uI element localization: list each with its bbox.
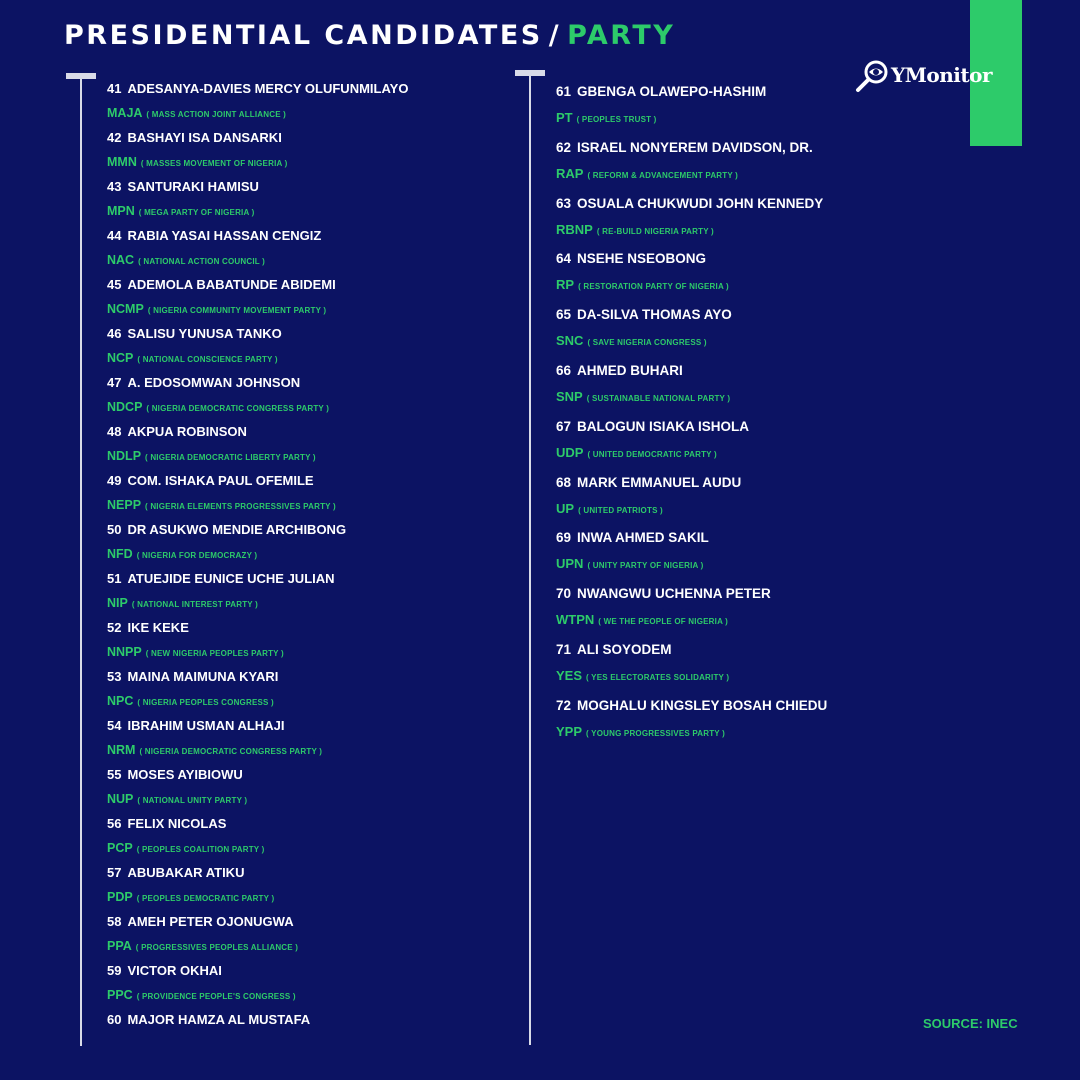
party-abbreviation: PCP — [107, 841, 133, 855]
candidate-name-line — [107, 913, 408, 931]
candidate-entry — [107, 178, 408, 227]
party-full-name: ( SAVE NIGERIA CONGRESS ) — [587, 338, 707, 348]
candidate-name-line — [107, 815, 408, 833]
left-column-line — [80, 73, 82, 1046]
party-full-name: ( PEOPLES COALITION PARTY ) — [136, 845, 265, 854]
candidate-name-line — [107, 668, 408, 686]
party-line — [556, 556, 827, 574]
party-line — [107, 399, 408, 417]
candidate-entry — [107, 864, 408, 913]
right-candidate-list — [556, 82, 827, 752]
party-line — [107, 497, 408, 515]
candidate-number: 62 — [556, 139, 572, 155]
candidate-name-line — [556, 417, 827, 437]
candidate-number: 69 — [556, 530, 572, 546]
party-abbreviation: PPA — [107, 939, 132, 953]
candidate-entry — [556, 696, 827, 752]
candidate-entry — [556, 528, 827, 584]
candidate-entry — [107, 472, 408, 521]
candidate-number: 58 — [107, 914, 122, 929]
candidate-number: 59 — [107, 963, 122, 978]
party-full-name: ( MASSES MOVEMENT OF NIGERIA ) — [140, 159, 288, 168]
party-abbreviation: SNC — [556, 333, 584, 349]
party-full-name: ( NIGERIA FOR DEMOCRAZY ) — [136, 551, 258, 560]
party-full-name: ( MEGA PARTY OF NIGERIA ) — [138, 208, 255, 217]
candidate-name-line — [556, 528, 827, 548]
party-full-name: ( NIGERIA DEMOCRATIC CONGRESS PARTY ) — [139, 747, 323, 756]
party-abbreviation: UDP — [556, 444, 584, 460]
candidate-entry — [556, 417, 827, 473]
candidate-entry — [556, 640, 827, 696]
candidate-entry — [107, 129, 408, 178]
party-line — [107, 791, 408, 809]
party-abbreviation: NEPP — [107, 498, 142, 512]
party-line — [107, 644, 408, 662]
candidate-number: 72 — [556, 697, 572, 713]
candidate-name-line — [107, 521, 408, 539]
candidate-name: MOSES AYIBIOWU — [127, 767, 243, 782]
party-full-name: ( UNITY PARTY OF NIGERIA ) — [587, 561, 704, 571]
candidate-name: IKE KEKE — [127, 620, 189, 635]
party-line — [107, 889, 408, 907]
candidate-entry — [556, 584, 827, 640]
candidate-name-line — [556, 640, 827, 660]
candidate-entry — [107, 276, 408, 325]
candidate-number: 42 — [107, 130, 122, 145]
party-full-name: ( NATIONAL UNITY PARTY ) — [137, 796, 248, 805]
candidate-number: 52 — [107, 620, 122, 635]
left-candidate-list — [107, 80, 408, 1060]
party-line — [556, 277, 827, 295]
candidate-name: ISRAEL NONYEREM DAVIDSON, DR. — [577, 139, 813, 155]
party-full-name: ( REFORM & ADVANCEMENT PARTY ) — [587, 170, 739, 180]
party-full-name: ( PEOPLES TRUST ) — [576, 115, 657, 124]
candidate-number: 49 — [107, 473, 122, 488]
candidate-entry — [107, 227, 408, 276]
candidate-number: 63 — [556, 195, 572, 211]
candidate-name-line — [107, 717, 408, 735]
party-line — [556, 333, 827, 351]
party-full-name: ( NIGERIA DEMOCRATIC CONGRESS PARTY ) — [146, 404, 330, 413]
party-full-name: ( UNITED DEMOCRATIC PARTY ) — [587, 449, 717, 459]
candidate-entry — [107, 325, 408, 374]
candidate-entry — [556, 82, 827, 138]
candidate-name: GBENGA OLAWEPO-HASHIM — [577, 84, 767, 99]
party-full-name: ( NEW NIGERIA PEOPLES PARTY ) — [145, 649, 284, 658]
party-abbreviation: NRM — [107, 743, 136, 757]
party-line — [107, 987, 408, 1005]
candidate-number: 55 — [107, 767, 122, 782]
candidate-entry — [107, 619, 408, 668]
candidate-entry — [107, 374, 408, 423]
candidate-entry — [107, 668, 408, 717]
right-column-line — [529, 70, 531, 1045]
party-full-name: ( RESTORATION PARTY OF NIGERIA ) — [578, 282, 729, 292]
party-abbreviation: SNP — [556, 388, 583, 404]
candidate-number: 46 — [107, 326, 122, 341]
candidate-number: 70 — [556, 586, 572, 602]
candidate-name: ABUBAKAR ATIKU — [127, 865, 245, 880]
party-abbreviation: NCP — [107, 351, 134, 365]
candidate-number: 50 — [107, 522, 122, 537]
candidate-number: 57 — [107, 865, 122, 880]
party-line — [107, 105, 408, 123]
candidate-name: DA-SILVA THOMAS AYO — [577, 307, 732, 323]
logo-text: YMonitor — [891, 63, 993, 87]
party-abbreviation: NDCP — [107, 400, 143, 414]
party-line — [556, 445, 827, 463]
party-line — [107, 301, 408, 319]
candidate-name: AMEH PETER OJONUGWA — [127, 914, 294, 929]
party-abbreviation: WTPN — [556, 612, 595, 628]
party-full-name: ( RE-BUILD NIGERIA PARTY ) — [596, 226, 714, 236]
magnifier-eye-icon — [855, 57, 893, 93]
candidate-name: MAINA MAIMUNA KYARI — [127, 669, 279, 684]
candidate-number: 71 — [556, 641, 572, 657]
candidate-name-line — [107, 227, 408, 245]
party-abbreviation: YPP — [556, 723, 583, 739]
candidate-name: AHMED BUHARI — [577, 362, 683, 378]
candidate-name: MARK EMMANUEL AUDU — [577, 474, 742, 490]
party-abbreviation: RBNP — [556, 221, 593, 237]
candidate-name: SANTURAKI HAMISU — [127, 179, 259, 194]
candidate-name-line — [107, 766, 408, 784]
party-full-name: ( SUSTAINABLE NATIONAL PARTY ) — [586, 393, 731, 403]
candidate-name-line — [107, 570, 408, 588]
candidate-entry — [107, 521, 408, 570]
candidate-name-line — [107, 962, 408, 980]
candidate-name: BALOGUN ISIAKA ISHOLA — [577, 418, 750, 434]
party-line — [107, 448, 408, 466]
candidate-name-line — [107, 423, 408, 441]
party-abbreviation: RAP — [556, 165, 584, 181]
party-line — [107, 595, 408, 613]
party-full-name: ( NIGERIA PEOPLES CONGRESS ) — [137, 698, 274, 707]
party-full-name: ( NIGERIA COMMUNITY MOVEMENT PARTY ) — [147, 306, 327, 315]
candidate-number: 53 — [107, 669, 122, 684]
ymonitor-logo — [855, 57, 992, 93]
candidate-name: VICTOR OKHAI — [127, 963, 222, 978]
source-credit: SOURCE: INEC — [923, 1016, 1018, 1031]
candidate-number: 47 — [107, 375, 122, 390]
party-line — [107, 350, 408, 368]
party-full-name: ( UNITED PATRIOTS ) — [578, 505, 663, 515]
party-abbreviation: PT — [556, 110, 573, 125]
candidate-entry — [556, 361, 827, 417]
candidate-name: MAJOR HAMZA AL MUSTAFA — [127, 1012, 311, 1027]
candidate-name: FELIX NICOLAS — [127, 816, 227, 831]
candidate-name-line — [107, 325, 408, 343]
party-line — [107, 252, 408, 270]
candidate-entry — [107, 815, 408, 864]
candidate-name: MOGHALU KINGSLEY BOSAH CHIEDU — [577, 697, 828, 713]
candidate-name-line — [556, 82, 827, 102]
candidate-name: ATUEJIDE EUNICE UCHE JULIAN — [127, 571, 335, 586]
title-accent: PARTY — [567, 20, 676, 51]
candidate-name: DR ASUKWO MENDIE ARCHIBONG — [127, 522, 347, 537]
candidate-entry — [556, 138, 827, 194]
candidate-number: 60 — [107, 1012, 122, 1027]
candidate-number: 64 — [556, 251, 572, 267]
party-line — [107, 742, 408, 760]
party-line — [556, 501, 827, 519]
party-abbreviation: MPN — [107, 204, 135, 218]
candidate-name-line — [556, 138, 827, 158]
party-line — [107, 546, 408, 564]
party-abbreviation: NNPP — [107, 645, 142, 659]
candidate-name-line — [556, 249, 827, 269]
party-full-name: ( YES ELECTORATES SOLIDARITY ) — [586, 672, 730, 682]
candidate-number: 44 — [107, 228, 122, 243]
candidate-entry — [107, 913, 408, 962]
candidate-number: 43 — [107, 179, 122, 194]
party-full-name: ( PROGRESSIVES PEOPLES ALLIANCE ) — [135, 943, 299, 952]
party-abbreviation: NAC — [107, 253, 135, 267]
candidate-name-line — [556, 194, 827, 214]
party-full-name: ( NATIONAL INTEREST PARTY ) — [131, 600, 258, 609]
candidate-number: 51 — [107, 571, 122, 586]
party-abbreviation: NDLP — [107, 449, 142, 463]
party-abbreviation: NUP — [107, 792, 134, 806]
candidate-entry — [107, 717, 408, 766]
party-line — [107, 154, 408, 172]
candidate-name: ADEMOLA BABATUNDE ABIDEMI — [127, 277, 336, 292]
candidate-entry — [107, 1011, 408, 1060]
candidate-number: 67 — [556, 418, 572, 434]
candidate-name: A. EDOSOMWAN JOHNSON — [127, 375, 301, 390]
party-line — [556, 110, 827, 128]
party-line — [556, 389, 827, 407]
candidate-name: AKPUA ROBINSON — [127, 424, 247, 439]
party-line — [556, 166, 827, 184]
candidate-number: 48 — [107, 424, 122, 439]
candidate-name-line — [556, 696, 827, 716]
candidate-name: NWANGWU UCHENNA PETER — [577, 586, 771, 602]
party-abbreviation: PPC — [107, 988, 133, 1002]
candidate-name: OSUALA CHUKWUDI JOHN KENNEDY — [577, 195, 824, 211]
party-abbreviation: UPN — [556, 556, 584, 572]
party-abbreviation: NPC — [107, 694, 134, 708]
candidate-name-line — [107, 129, 408, 147]
party-abbreviation: NFD — [107, 547, 133, 561]
party-abbreviation: MAJA — [107, 106, 143, 120]
party-line — [107, 840, 408, 858]
title-separator: / — [548, 20, 562, 51]
candidate-entry — [556, 249, 827, 305]
candidate-entry — [107, 766, 408, 815]
candidate-name: RABIA YASAI HASSAN CENGIZ — [127, 228, 322, 243]
party-full-name: ( NIGERIA DEMOCRATIC LIBERTY PARTY ) — [145, 453, 316, 462]
party-full-name: ( WE THE PEOPLE OF NIGERIA ) — [598, 617, 729, 627]
party-abbreviation: NCMP — [107, 302, 144, 316]
candidate-number: 65 — [556, 307, 572, 323]
party-line — [556, 668, 827, 686]
candidate-name: IBRAHIM USMAN ALHAJI — [127, 718, 285, 733]
candidate-name: NSEHE NSEOBONG — [577, 251, 707, 267]
party-line — [107, 938, 408, 956]
candidate-name-line — [107, 619, 408, 637]
candidate-entry — [556, 305, 827, 361]
candidate-number: 68 — [556, 474, 572, 490]
party-abbreviation: PDP — [107, 890, 133, 904]
party-abbreviation: NIP — [107, 596, 128, 610]
party-line — [107, 203, 408, 221]
party-abbreviation: MMN — [107, 155, 137, 169]
party-line — [107, 693, 408, 711]
candidate-name: BASHAYI ISA DANSARKI — [127, 130, 282, 145]
party-full-name: ( NATIONAL ACTION COUNCIL ) — [138, 257, 265, 266]
party-full-name: ( MASS ACTION JOINT ALLIANCE ) — [146, 110, 287, 119]
candidate-name-line — [107, 1011, 408, 1029]
candidate-name-line — [107, 178, 408, 196]
party-abbreviation: RP — [556, 277, 575, 293]
candidate-entry — [107, 570, 408, 619]
party-line — [556, 724, 827, 742]
candidate-number: 45 — [107, 277, 122, 292]
party-line — [556, 222, 827, 240]
candidate-number: 41 — [107, 81, 122, 96]
candidate-name-line — [107, 276, 408, 294]
candidate-name: ADESANYA-DAVIES MERCY OLUFUNMILAYO — [127, 81, 409, 96]
candidate-name: SALISU YUNUSA TANKO — [127, 326, 282, 341]
candidate-name-line — [107, 374, 408, 392]
candidate-name-line — [107, 864, 408, 882]
candidate-name: COM. ISHAKA PAUL OFEMILE — [127, 473, 314, 488]
candidate-number: 66 — [556, 362, 572, 378]
candidate-number: 61 — [556, 84, 572, 99]
candidate-entry — [107, 423, 408, 472]
candidate-entry — [107, 80, 408, 129]
candidate-name-line — [107, 472, 408, 490]
candidate-name: INWA AHMED SAKIL — [577, 530, 709, 546]
party-abbreviation: UP — [556, 500, 575, 516]
candidate-number: 56 — [107, 816, 122, 831]
party-abbreviation: YES — [556, 667, 583, 683]
party-full-name: ( PEOPLES DEMOCRATIC PARTY ) — [136, 894, 275, 903]
title-main: PRESIDENTIAL CANDIDATES — [64, 20, 543, 51]
party-full-name: ( NATIONAL CONSCIENCE PARTY ) — [137, 355, 278, 364]
candidate-name-line — [107, 80, 408, 98]
candidate-name-line — [556, 305, 827, 325]
party-line — [556, 612, 827, 630]
candidate-entry — [556, 473, 827, 529]
page-title — [64, 20, 675, 51]
candidate-name-line — [556, 584, 827, 604]
candidate-entry — [107, 962, 408, 1011]
candidate-name-line — [556, 473, 827, 493]
candidate-name: ALI SOYODEM — [577, 641, 672, 657]
candidate-number: 54 — [107, 718, 122, 733]
party-full-name: ( YOUNG PROGRESSIVES PARTY ) — [586, 728, 725, 738]
candidate-name-line — [556, 361, 827, 381]
candidate-entry — [556, 194, 827, 250]
party-full-name: ( PROVIDENCE PEOPLE'S CONGRESS ) — [136, 992, 296, 1001]
party-full-name: ( NIGERIA ELEMENTS PROGRESSIVES PARTY ) — [145, 502, 336, 511]
